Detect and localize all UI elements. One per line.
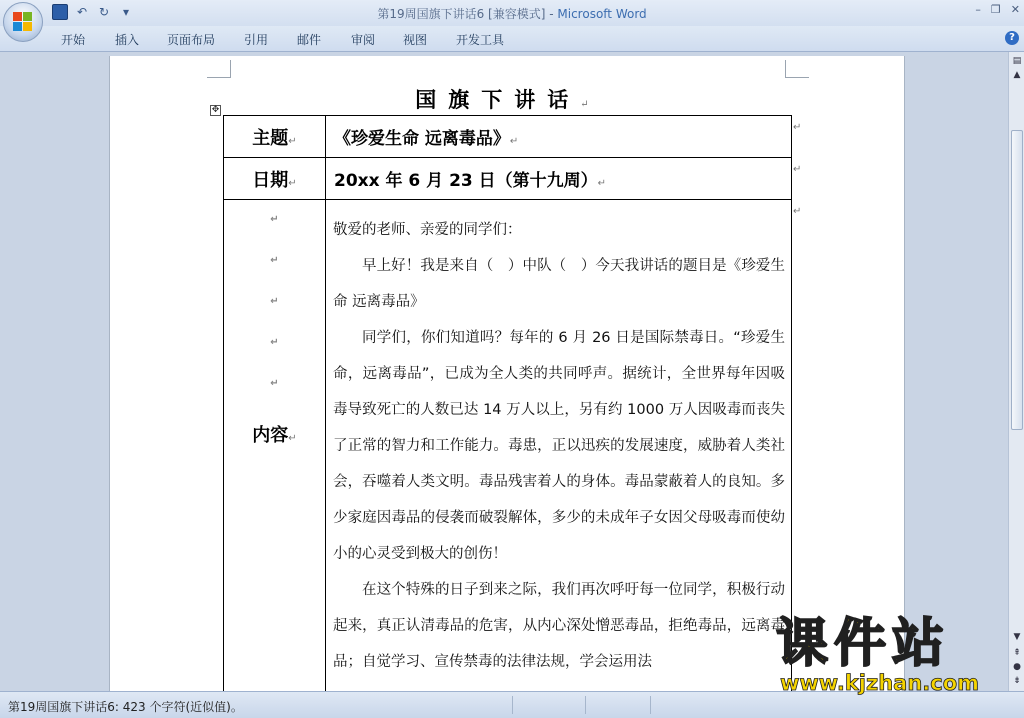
- status-divider: [650, 696, 651, 714]
- paragraph-mark: ↵: [270, 214, 279, 225]
- next-page-icon[interactable]: ⇟: [1013, 676, 1021, 686]
- ribbon-tabs: [0, 26, 1024, 52]
- status-word-count[interactable]: 第19周国旗下讲话6: 423 个字符(近似值)。: [8, 700, 243, 714]
- date-value[interactable]: 20xx 年 6 月 23 日（第十九周）↵: [326, 158, 792, 200]
- status-divider: [512, 696, 513, 714]
- status-divider: [585, 696, 586, 714]
- tab-review[interactable]: 审阅: [351, 33, 376, 47]
- document-page[interactable]: [109, 56, 905, 691]
- paragraph-greeting: 敬爱的老师、亲爱的同学们：: [333, 222, 522, 238]
- help-icon[interactable]: ?: [1005, 31, 1019, 45]
- paragraph-mark: ↵: [270, 337, 279, 348]
- tab-page-layout[interactable]: 页面布局: [167, 33, 216, 47]
- office-button[interactable]: [3, 2, 43, 42]
- scroll-thumb[interactable]: [1011, 130, 1023, 430]
- ruler-toggle-icon[interactable]: ▤: [1012, 56, 1022, 66]
- restore-icon[interactable]: ❐: [990, 3, 1001, 16]
- paragraph-mark: ↵: [270, 296, 279, 307]
- tab-mailings[interactable]: 邮件: [297, 33, 322, 47]
- row-end-mark: ↵: [793, 122, 802, 133]
- topic-label: 主题↵: [224, 116, 326, 158]
- window-controls: [975, 3, 1020, 16]
- tab-references[interactable]: 引用: [244, 33, 269, 47]
- table-row: [224, 158, 792, 200]
- watermark-cn: 课件站: [776, 614, 951, 674]
- vertical-scrollbar[interactable]: [1008, 52, 1024, 691]
- speech-table: [223, 115, 792, 691]
- browse-object-icon[interactable]: ●: [1013, 662, 1021, 672]
- paragraph-intro: 早上好！我是来自（ ）中队（ ）今天我讲话的题目是《珍爱生命 远离毒品》: [333, 258, 785, 310]
- table-move-handle-icon[interactable]: ✥: [211, 105, 220, 115]
- paragraph-mark: ↵: [270, 378, 279, 389]
- topic-value[interactable]: 《珍爱生命 远离毒品》↵: [326, 116, 792, 158]
- table-row: [224, 200, 792, 692]
- table-row: [224, 116, 792, 158]
- content-label: 内容↵: [252, 425, 297, 446]
- window-title: 第19周国旗下讲话6 [兼容模式] - Microsoft Word: [377, 7, 647, 21]
- document-area: [0, 52, 1008, 691]
- undo-icon[interactable]: ↶: [76, 5, 88, 19]
- scroll-up-icon[interactable]: ▲: [1013, 70, 1021, 80]
- tab-home[interactable]: 开始: [61, 33, 86, 47]
- margin-corner-top-right: [785, 60, 809, 78]
- content-cell[interactable]: [326, 200, 792, 692]
- document-title: 国旗下讲话↵: [415, 87, 601, 112]
- tab-insert[interactable]: 插入: [115, 33, 140, 47]
- minimize-icon[interactable]: –: [975, 3, 981, 16]
- previous-page-icon[interactable]: ⇞: [1013, 648, 1021, 658]
- tab-developer[interactable]: 开发工具: [456, 33, 505, 47]
- paragraph-body: 同学们，你们知道吗？每年的 6 月 26 日是国际禁毒日。“珍爱生命，远离毒品”，已成为全人类的共同呼声。据统计，全世界每年因吸毒导致死亡的人数已达 14 万人以上，另有约 1000 万人因吸毒而丧失了正常的智力和工作能力。毒患，正以迅疾的发展速度，威胁着人类社会，吞噬着人类文明。毒品残害着人的身体。毒品蒙蔽着人的良知。多少家庭因毒品的侵袭而破裂解体，多少的未成年子女因父母吸毒而使幼小的心灵受到极大的创伤！: [333, 330, 785, 562]
- close-icon[interactable]: ✕: [1010, 3, 1020, 16]
- watermark-url: www.kjzhan.com: [780, 671, 980, 695]
- content-label-cell: [224, 200, 326, 692]
- margin-corner-top-left: [207, 60, 231, 78]
- redo-icon[interactable]: ↻: [98, 5, 110, 19]
- customize-qat-icon[interactable]: ▾: [122, 5, 130, 19]
- office-logo-icon: [13, 12, 33, 32]
- paragraph-appeal: 在这个特殊的日子到来之际，我们再次呼吁每一位同学，积极行动起来，真正认清毒品的危害，从内心深处憎恶毒品，拒绝毒品，远离毒品；自觉学习、宣传禁毒的法律法规，学会运用法: [333, 582, 785, 670]
- title-bar: [0, 0, 1024, 26]
- row-end-mark: ↵: [793, 206, 802, 217]
- scroll-down-icon[interactable]: ▼: [1013, 632, 1021, 642]
- date-label: 日期↵: [224, 158, 326, 200]
- row-end-mark: ↵: [793, 164, 802, 175]
- paragraph-mark: ↵: [270, 255, 279, 266]
- tab-view[interactable]: 视图: [403, 33, 428, 47]
- site-watermark-logo: [776, 616, 1006, 696]
